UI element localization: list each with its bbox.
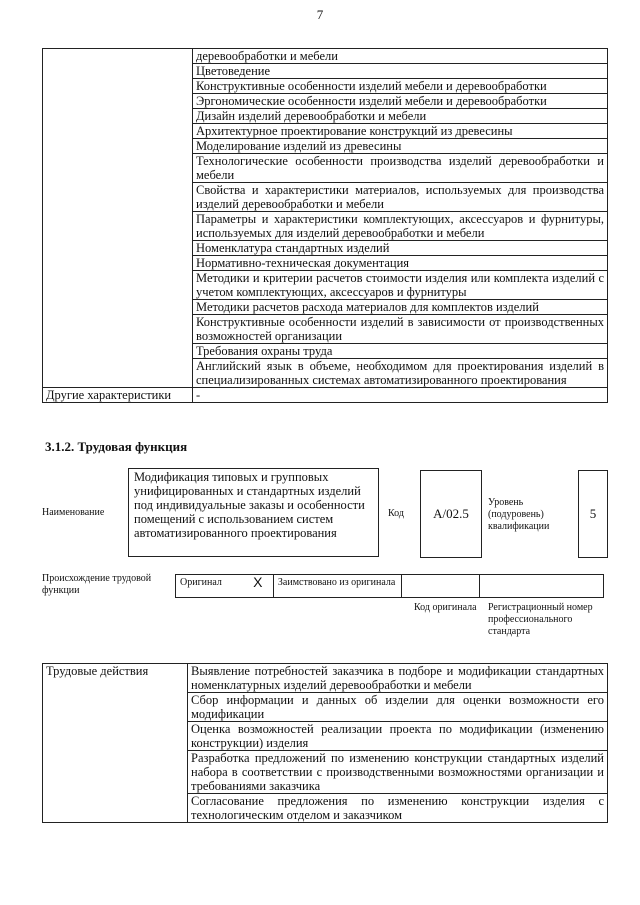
- knowledge-item: Методики расчетов расхода материалов для комплектов изделий: [193, 300, 608, 315]
- knowledge-item: Английский язык в объеме, необходимом для проектирования изделий в специализированных системах автоматизированного проектирования: [193, 359, 608, 388]
- labor-actions-label: Трудовые действия: [43, 664, 188, 823]
- table-row: [43, 388, 608, 403]
- origin-label: Происхождение трудовой функции: [42, 573, 152, 596]
- knowledge-item: деревообработки и мебели: [193, 49, 608, 64]
- section-heading: 3.1.2. Трудовая функция: [45, 439, 188, 454]
- function-code: А/02.5: [420, 470, 482, 558]
- labor-actions-table: [42, 663, 608, 823]
- knowledge-item: Технологические особенности производства изделий деревообработки и мебели: [193, 154, 608, 183]
- knowledge-label-cell: [43, 49, 193, 388]
- page-number: 7: [316, 7, 324, 22]
- knowledge-item: Цветоведение: [193, 64, 608, 79]
- knowledge-item: Параметры и характеристики комплектующих, аксессуаров и фурнитуры, используемых для изделий деревообработки и мебели: [193, 212, 608, 241]
- name-label: Наименование: [42, 507, 105, 518]
- labor-action-item: Разработка предложений по изменению конструкции стандартных изделий набора в соответствии с производственными возможностями организации и требованиями заказчика: [188, 751, 608, 794]
- original-label: Оригинал: [176, 575, 243, 598]
- other-characteristics-value: -: [193, 388, 608, 403]
- table-row: [43, 664, 608, 693]
- labor-action-item: Выявление потребностей заказчика в подборе и модификации стандартных номенклатурных изделий деревообработки и мебели: [188, 664, 608, 693]
- labor-action-item: Оценка возможностей реализации проекта по модификации (изменению конструкции) изделия: [188, 722, 608, 751]
- original-mark: X: [243, 575, 274, 598]
- code-original-cell: [402, 575, 480, 598]
- knowledge-item: Конструктивные особенности изделий в зависимости от производственных возможностей организации: [193, 315, 608, 344]
- knowledge-table: [42, 48, 608, 403]
- reg-number-cell: [479, 575, 603, 598]
- origin-table: [175, 574, 604, 598]
- knowledge-item: Требования охраны труда: [193, 344, 608, 359]
- reg-number-label: Регистрационный номер профессионального стандарта: [488, 602, 593, 637]
- qualification-level: 5: [578, 470, 608, 558]
- labor-action-item: Согласование предложения по изменению конструкции изделия с технологическим отделом и заказчиком: [188, 794, 608, 823]
- knowledge-item: Методики и критерии расчетов стоимости изделия или комплекта изделий с учетом комплектующих, аксессуаров и фурнитуры: [193, 271, 608, 300]
- qualification-level-label: Уровень (подуровень) квалификации: [488, 497, 550, 532]
- knowledge-item: Моделирование изделий из древесины: [193, 139, 608, 154]
- code-label: Код: [388, 508, 404, 519]
- knowledge-item: Нормативно-техническая документация: [193, 256, 608, 271]
- function-name: Модификация типовых и групповых унифицированных и стандартных изделий под индивидуальные заказы и особенности помещений с использованием систем автоматизированного проектирования: [128, 468, 379, 557]
- labor-action-item: Сбор информации и данных об изделии для оценки возможности его модификации: [188, 693, 608, 722]
- knowledge-item: Номенклатура стандартных изделий: [193, 241, 608, 256]
- table-row: [43, 49, 608, 64]
- knowledge-item: Дизайн изделий деревообработки и мебели: [193, 109, 608, 124]
- knowledge-item: Свойства и характеристики материалов, используемых для производства изделий деревообработки и мебели: [193, 183, 608, 212]
- code-original-label: Код оригинала: [414, 602, 477, 613]
- borrowed-label: Заимствовано из оригинала: [273, 575, 401, 598]
- knowledge-item: Архитектурное проектирование конструкций из древесины: [193, 124, 608, 139]
- knowledge-item: Эргономические особенности изделий мебели и деревообработки: [193, 94, 608, 109]
- table-row: [176, 575, 604, 598]
- other-characteristics-label: Другие характеристики: [43, 388, 193, 403]
- knowledge-item: Конструктивные особенности изделий мебели и деревообработки: [193, 79, 608, 94]
